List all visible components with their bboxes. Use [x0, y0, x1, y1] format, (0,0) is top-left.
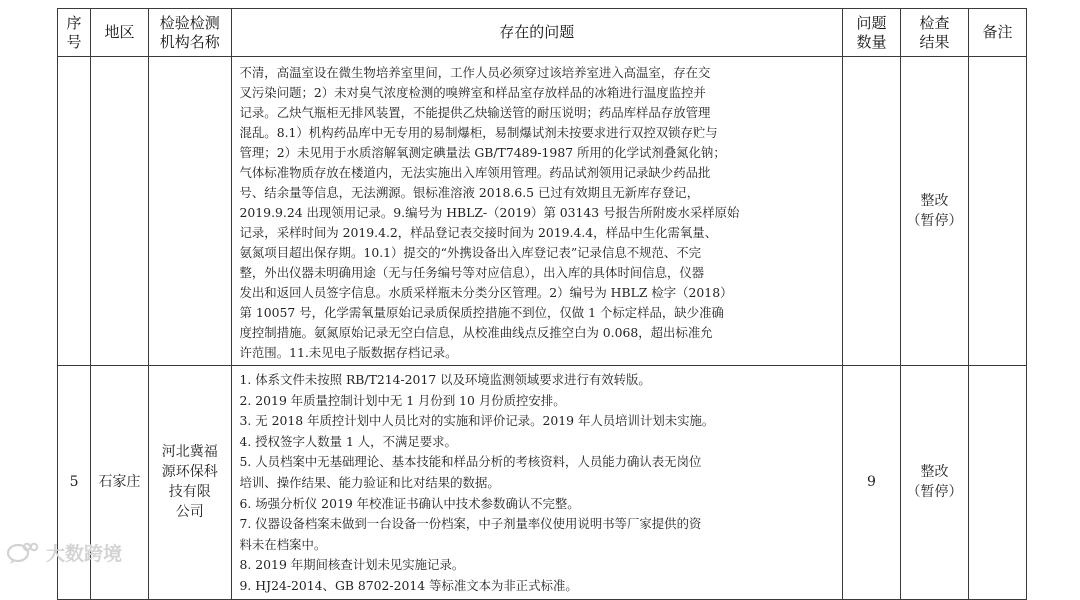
result-text-line: 整改: [920, 193, 949, 209]
watermark: [6, 539, 122, 566]
header-text-line: 序: [66, 13, 82, 32]
problem-text-line: 不清，高温室设在微生物培养室里间，工作人员必须穿过该培养室进入高温室，存在交: [239, 65, 711, 80]
problem-text-line: 混乱。8.1）机构药品库中无专用的易制爆柜，易制爆试剂未按要求进行双控双锁存贮与: [239, 125, 718, 140]
problem-text-line: 2019.9.24 出现领用记录。9.编号为 HBLZ-（2019）第 03143 号报告所附废水采样原始: [239, 205, 740, 220]
cell-result: [900, 57, 968, 366]
problem-text-line: 1. 体系文件未按照 RB/T214-2017 以及环境监测领域要求进行有效转版。: [239, 372, 651, 387]
problem-text-line: 料未在档案中。: [239, 536, 327, 552]
agency-text-line: 技有限: [168, 484, 211, 501]
header-count: [843, 9, 901, 57]
header-note: 备注: [969, 9, 1027, 57]
header-text-line: 机构名称: [159, 32, 220, 51]
problem-text-line: 记录，采样时间为 2019.4.2，样品登记表交接时间为 2019.4.4，样品中生化需氧量、: [239, 225, 718, 240]
cell-agency: [148, 366, 231, 600]
cell-seq: 5: [58, 366, 91, 600]
cell-count: 9: [843, 366, 901, 600]
cell-region: [91, 57, 149, 366]
problem-text-line: 第 10057 号，化学需氧量原始记录质保质控措施不到位，仅做 1 个标定样品，缺少准确: [239, 305, 724, 320]
result-text-line: （暂停）: [906, 213, 963, 229]
problem-text-line: 气体标准物质存放在楼道内，无法实施出入库领用管理。药品试剂领用记录缺少药品批: [239, 165, 711, 180]
header-agency: [148, 9, 231, 57]
header-text-line: 号: [66, 32, 82, 51]
problem-text-line: 9. HJ24-2014、GB 8702-2014 等标准文本为非正式标准。: [239, 577, 578, 593]
header-text-line: 检验检测: [159, 13, 220, 32]
cell-count: [843, 57, 901, 366]
problem-text-line: 3. 无 2018 年质控计划中人员比对的实施和评价记录。2019 年人员培训计划未实施。: [239, 413, 715, 429]
table-row: [58, 366, 1027, 600]
watermark-text: 大数跨境: [46, 543, 123, 565]
cell-seq: [58, 57, 91, 366]
problem-text-line: 度控制措施。氨氮原始记录无空白信息，从校准曲线点反推空白为 0.068，超出标准允: [239, 325, 713, 340]
header-text-line: 结果: [919, 32, 950, 51]
weibo-chat-icon: [6, 541, 40, 565]
problem-text-line: 5. 人员档案中无基础理论、基本技能和样品分析的考核资料，人员能力确认表无岗位: [239, 454, 702, 470]
problem-text-line: 整，外出仪器未明确用途（无与任务编号等对应信息），出入库的具体时间信息，仪器: [239, 265, 705, 280]
table-row: [58, 57, 1027, 366]
inspection-table: [57, 8, 1027, 600]
table-header-row: [58, 9, 1027, 57]
problem-text-line: 管理；2）未见用于水质溶解氧测定碘量法 GB/T7489-1987 所用的化学试剂叠氮化钠；: [239, 145, 726, 160]
header-text-line: 问题: [856, 13, 887, 32]
result-text-line: 整改: [920, 464, 949, 481]
problem-text-line: 发出和返回人员签字信息。水质采样瓶未分类分区管理。2）编号为 HBLZ 检字（2018）: [239, 285, 733, 300]
problem-text-line: 8. 2019 年期间核查计划未见实施记录。: [239, 557, 465, 573]
cell-problems: [231, 366, 843, 600]
problem-text-line: 氨氮项目超出保存期。10.1）提交的“外携设备出入库登记表”记录信息不规范、不完: [239, 245, 702, 260]
agency-text-line: 源环保科: [161, 464, 218, 481]
header-region: 地区: [91, 9, 149, 57]
header-seq: [58, 9, 91, 57]
problem-text-line: 号、结余量等信息，无法溯源。银标准溶液 2018.6.5 已过有效期且无新库存登记，: [239, 185, 700, 200]
cell-note: [969, 57, 1027, 366]
agency-text-line: 公司: [175, 504, 204, 521]
header-text-line: 数量: [856, 32, 887, 51]
cell-agency: [148, 57, 231, 366]
problem-text-line: 4. 授权签字人数量 1 人，不满足要求。: [239, 433, 457, 449]
problem-text-line: 6. 场强分析仪 2019 年校准证书确认中技术参数确认不完整。: [239, 495, 580, 511]
problem-text-line: 叉污染问题；2）未对臭气浓度检测的嗅辨室和样品室存放样品的冰箱进行温度监控并: [239, 85, 706, 100]
cell-note: [969, 366, 1027, 600]
problem-text-line: 培训、操作结果、能力验证和比对结果的数据。: [239, 474, 500, 490]
cell-problems: [231, 57, 843, 366]
problem-text-line: 许范围。11.未见电子版数据存档记录。: [239, 345, 458, 360]
problem-text-line: 记录。乙炔气瓶柜无排风装置，不能提供乙炔输送管的耐压说明；药品库样品存放管理: [239, 105, 711, 120]
header-result: [900, 9, 968, 57]
problem-text-line: 2. 2019 年质量控制计划中无 1 月份到 10 月份质控安排。: [239, 392, 566, 408]
cell-region: 石家庄: [91, 366, 149, 600]
header-text-line: 检查: [919, 13, 950, 32]
problem-text-line: 7. 仪器设备档案未做到一台设备一份档案，中子剂量率仪使用说明书等厂家提供的资: [239, 516, 702, 532]
cell-result: [900, 366, 968, 600]
header-problems: 存在的问题: [231, 9, 843, 57]
agency-text-line: 河北冀福: [161, 444, 218, 461]
result-text-line: （暂停）: [906, 484, 963, 501]
